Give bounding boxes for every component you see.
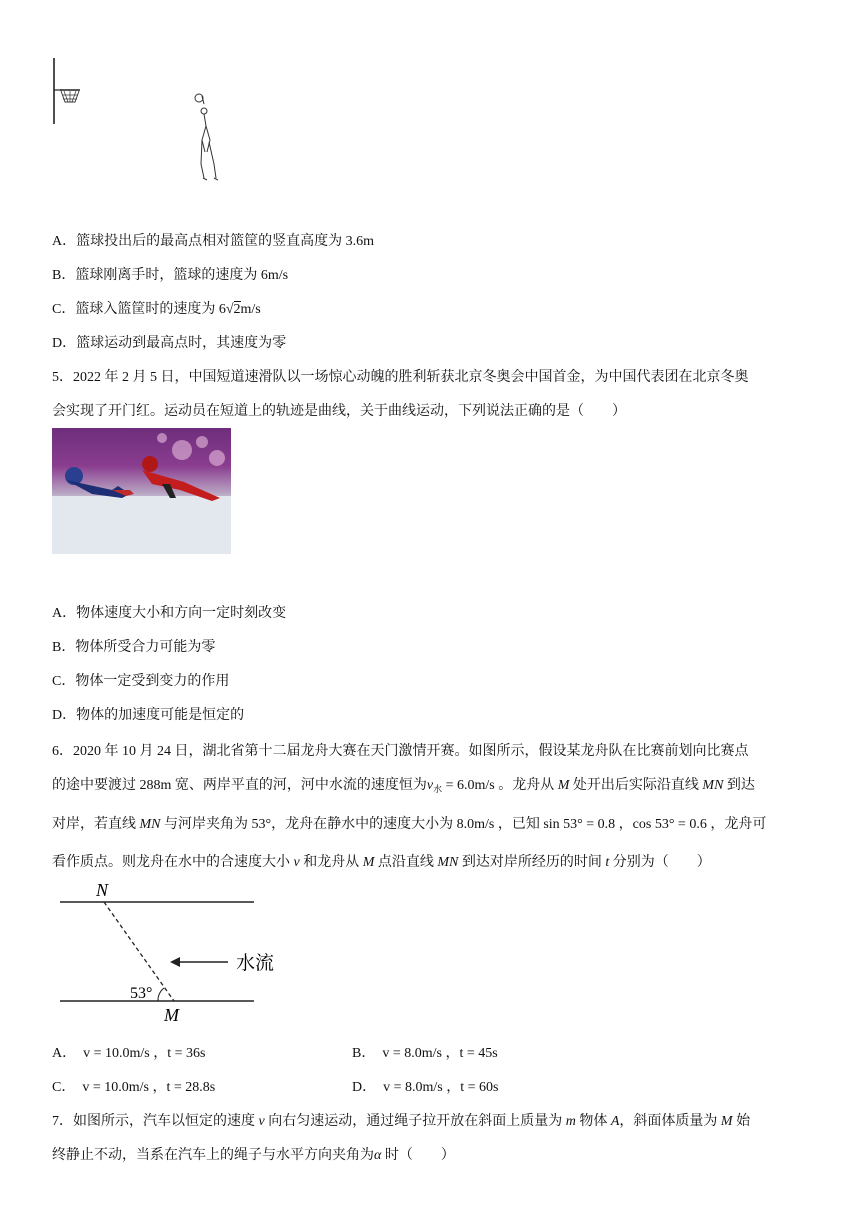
q6-option-d: D． v = 8.0m/s ，t = 60s [352,1080,499,1095]
q7-stem-line2 [52,1144,455,1164]
q6-l4-text: 和龙舟从 [299,855,363,870]
basketball-figure [44,56,234,186]
q6-l4-text: 点沿直线 [374,855,438,870]
q6-stem-line4 [52,851,711,871]
q6-stem-line1: 6．2020 年 10 月 24 日，湖北省第十二届龙舟大赛在天门激情开赛。如图所示，假设某龙舟队在比赛前划向比赛点 [52,744,749,759]
var-v: v [293,855,300,870]
q4-option-d: D．篮球运动到最高点时，其速度为零 [52,336,287,351]
q7-l2-text: 时（ ） [381,1148,455,1163]
sub-water: 水 [433,784,443,794]
label-water: 水流 [236,952,275,974]
speed-skating-photo [52,428,231,554]
q6-l2-text: 处开出后实际沿直线 [569,778,703,793]
q5-option-a: A．物体速度大小和方向一定时刻改变 [52,606,287,621]
q6-l4-text: 看作质点。则龙舟在水中的合速度大小 [52,855,294,870]
var-alpha: α [374,1148,382,1163]
var-v: v [426,778,434,793]
q6-option-b: B． v = 8.0m/s ，t = 45s [352,1046,498,1061]
q6-stem-line3 [52,813,766,833]
q5-option-c: C．物体一定受到变力的作用 [52,674,230,689]
basket-net-icon [60,90,80,102]
var-MN: MN [139,817,161,832]
q7-l1-text: 向右匀速运动，通过绳子拉开放在斜面上质量为 [264,1114,566,1129]
angle-arc [158,988,164,1001]
q4-option-b: B．篮球刚离手时，篮球的速度为 6m/s [52,268,289,283]
q4-option-c-unit: m/s [240,302,261,317]
q7-l1-text: 7．如图所示，汽车以恒定的速度 [52,1114,259,1129]
q6-l2-text: 到达 [723,778,755,793]
q7-l1-text: ，斜面体质量为 [619,1114,721,1129]
label-angle: 53° [130,985,153,1002]
q6-option-a: A． v = 10.0m/s ，t = 36s [52,1046,206,1061]
q6-l4-text: 到达对岸所经历的时间 [458,855,606,870]
var-A: A [610,1114,620,1129]
q6-stem-line2 [52,774,755,795]
q5-option-b: B．物体所受合力可能为零 [52,640,216,655]
q6-l4-text: 分别为（ ） [609,855,711,870]
var-M: M [720,1114,733,1129]
q7-l1-text: 始 [732,1114,751,1129]
q4-option-a: A．篮球投出后的最高点相对篮筐的竖直高度为 3.6m [52,234,374,249]
q6-l3-text: 与河岸夹角为 53°，龙舟在静水中的速度大小为 8.0m/s ，已知 sin 53° = 0.8 ，cos 53° = 0.6 ，龙舟可 [160,817,767,832]
q6-l3-text: 对岸，若直线 [52,817,140,832]
skater-red [142,456,220,501]
river-diagram [52,880,292,1025]
q5-option-d: D．物体的加速度可能是恒定的 [52,708,245,723]
q6-l2-text: = 6.0m/s 。龙舟从 [442,778,558,793]
q6-option-c: C． v = 10.0m/s ，t = 28.8s [52,1080,216,1095]
var-MN: MN [437,855,459,870]
skater-blue [65,467,134,498]
q7-stem-line1 [52,1110,750,1130]
var-t: t [605,855,610,870]
var-MN: MN [702,778,724,793]
var-M: M [362,855,375,870]
q4-option-c [52,298,261,318]
var-v: v [258,1114,265,1129]
player-icon [195,94,218,180]
q6-l2-text: 的途中要渡过 288m 宽、两岸平直的河，河中水流的速度恒为 [52,778,427,793]
q4-option-c-text: C．篮球入篮筐时的速度为 6 [52,302,226,317]
q7-l1-text: 物体 [575,1114,611,1129]
q5-stem-line1: 5．2022 年 2 月 5 日，中国短道速滑队以一场惊心动魄的胜利斩获北京冬奥会中国首金，为中国代表团在北京冬奥 [52,370,749,385]
q7-l2-text: 终静止不动，当系在汽车上的绳子与水平方向夹角为 [52,1148,374,1163]
label-n: N [96,880,109,900]
q5-stem-line2: 会实现了开门红。运动员在短道上的轨迹是曲线，关于曲线运动，下列说法正确的是（ ） [52,404,626,419]
var-M: M [557,778,570,793]
sqrt-symbol: √ [225,302,234,317]
q4-option-c-root: 2 [233,302,241,317]
label-m: M [164,1005,179,1025]
var-m: m [565,1114,576,1129]
arrowhead-icon [170,957,180,967]
